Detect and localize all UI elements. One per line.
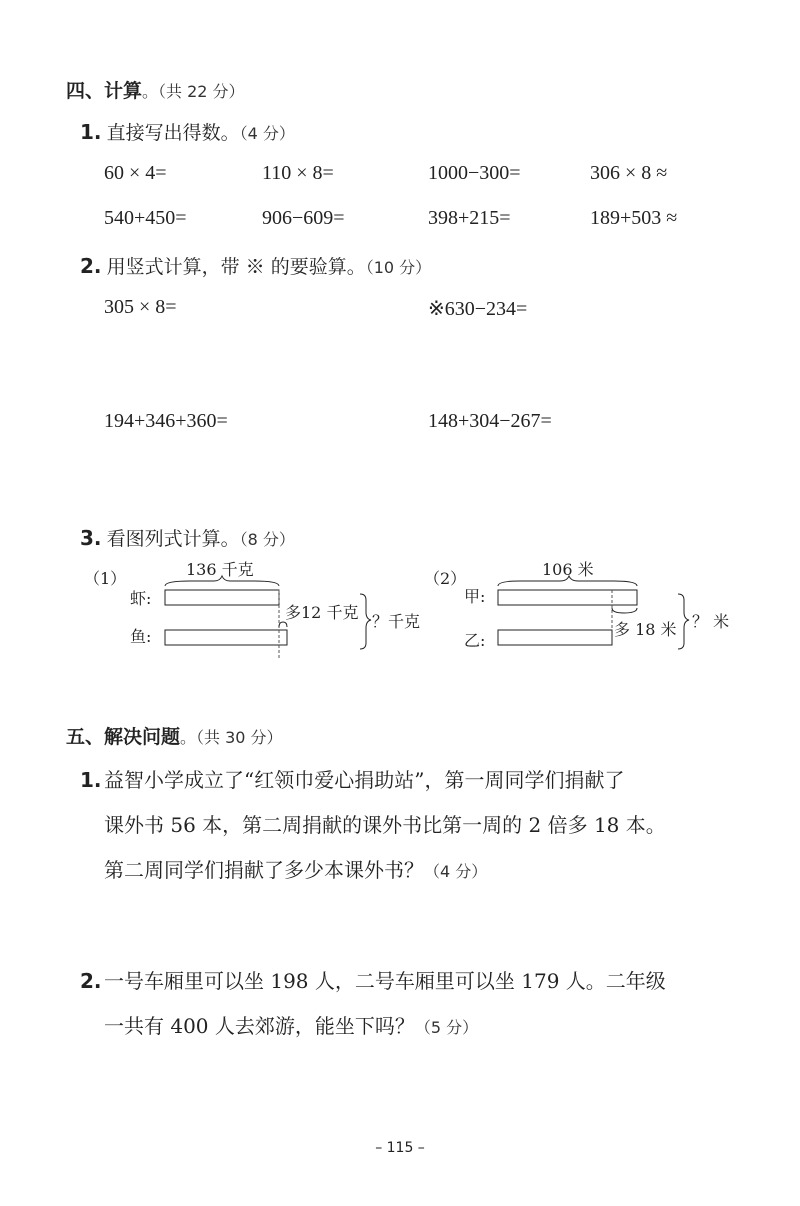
- bar-shrimp: [165, 590, 279, 605]
- vertical-calc-item: 305 × 8=: [104, 296, 177, 318]
- section-4-points: 。（共 22 分）: [142, 82, 245, 101]
- vertical-calc-item: 194+346+360=: [104, 410, 228, 432]
- calc-item: 60 × 4=: [104, 162, 167, 184]
- page-number: – 115 –: [375, 1140, 425, 1156]
- question-points: （10 分）: [365, 258, 432, 277]
- question-number: 1.: [80, 120, 102, 144]
- question-number: 2.: [80, 254, 102, 278]
- problem-last-line: [104, 1004, 478, 1050]
- problem-points: （5 分）: [414, 1018, 479, 1037]
- problem-text-line: 第二周同学们捐献了多少本课外书？: [104, 858, 424, 882]
- total-label: 106 米: [542, 560, 594, 579]
- problem-text-line: 课外书 56 本，第二周捐献的课外书比第一周的 2 倍多 18 本。: [104, 813, 666, 837]
- vertical-calc-item: ※630−234=: [428, 298, 528, 320]
- difference-brace: [279, 622, 287, 627]
- question-2-heading: [80, 252, 431, 279]
- calc-item: 540+450=: [104, 207, 187, 229]
- difference-label: 多12 千克: [285, 603, 359, 622]
- total-label: 136 千克: [186, 560, 254, 579]
- bar-fish: [165, 630, 287, 645]
- right-brace: [678, 594, 689, 649]
- question-text: 用竖式计算，带 ※ 的要验算。: [106, 256, 366, 278]
- problem-text-line: 一号车厢里可以坐 198 人，二号车厢里可以坐 179 人。二年级: [104, 969, 666, 993]
- question-points: （8 分）: [239, 530, 295, 549]
- question-3-heading: [80, 524, 295, 551]
- section-4-title: 四、计算: [66, 80, 143, 102]
- section-5-title: 五、解决问题: [66, 726, 181, 748]
- section-5-heading: [66, 722, 283, 749]
- row-label-fish: 鱼:: [130, 627, 152, 646]
- calc-item: 398+215=: [428, 207, 511, 229]
- bar-diagram-2: [420, 556, 780, 666]
- question-text: 直接写出得数。: [106, 122, 240, 144]
- calc-item: 906−609=: [262, 207, 345, 229]
- calc-item: 189+503 ≈: [590, 207, 678, 229]
- question-text: 看图列式计算。: [106, 528, 240, 550]
- row-label-shrimp: 虾:: [130, 589, 152, 608]
- section-4-heading: [66, 76, 245, 103]
- calc-item: 110 × 8=: [262, 162, 334, 184]
- problem-number: 1.: [80, 768, 102, 792]
- bar-diagram-1: [80, 556, 440, 666]
- bar-yi: [498, 630, 612, 645]
- difference-brace: [612, 608, 637, 613]
- right-brace: [360, 594, 371, 649]
- question-1-heading: [80, 118, 295, 145]
- question-number: 3.: [80, 526, 102, 550]
- question-points: （4 分）: [239, 124, 295, 143]
- question-label: ？千克: [372, 612, 421, 631]
- vertical-calc-item: 148+304−267=: [428, 410, 552, 432]
- problem-last-line: [104, 848, 487, 894]
- figure-label: （1）: [84, 569, 127, 588]
- calc-item: 306 × 8 ≈: [590, 162, 668, 184]
- section-5-points: 。（共 30 分）: [180, 728, 283, 747]
- problem-text-line: 益智小学成立了“红领巾爱心捐助站”，第一周同学们捐献了: [104, 768, 625, 792]
- row-label-yi: 乙:: [464, 631, 486, 650]
- problem-number: 2.: [80, 969, 102, 993]
- calc-item: 1000−300=: [428, 162, 521, 184]
- row-label-jia: 甲:: [464, 587, 486, 606]
- question-label: ？ 米: [692, 612, 730, 631]
- problem-text-line: 一共有 400 人去郊游，能坐下吗？: [104, 1014, 415, 1038]
- problem-points: （4 分）: [424, 862, 488, 881]
- bar-jia: [498, 590, 637, 605]
- difference-label: 多 18 米: [614, 620, 677, 639]
- figure-label: （2）: [424, 569, 467, 588]
